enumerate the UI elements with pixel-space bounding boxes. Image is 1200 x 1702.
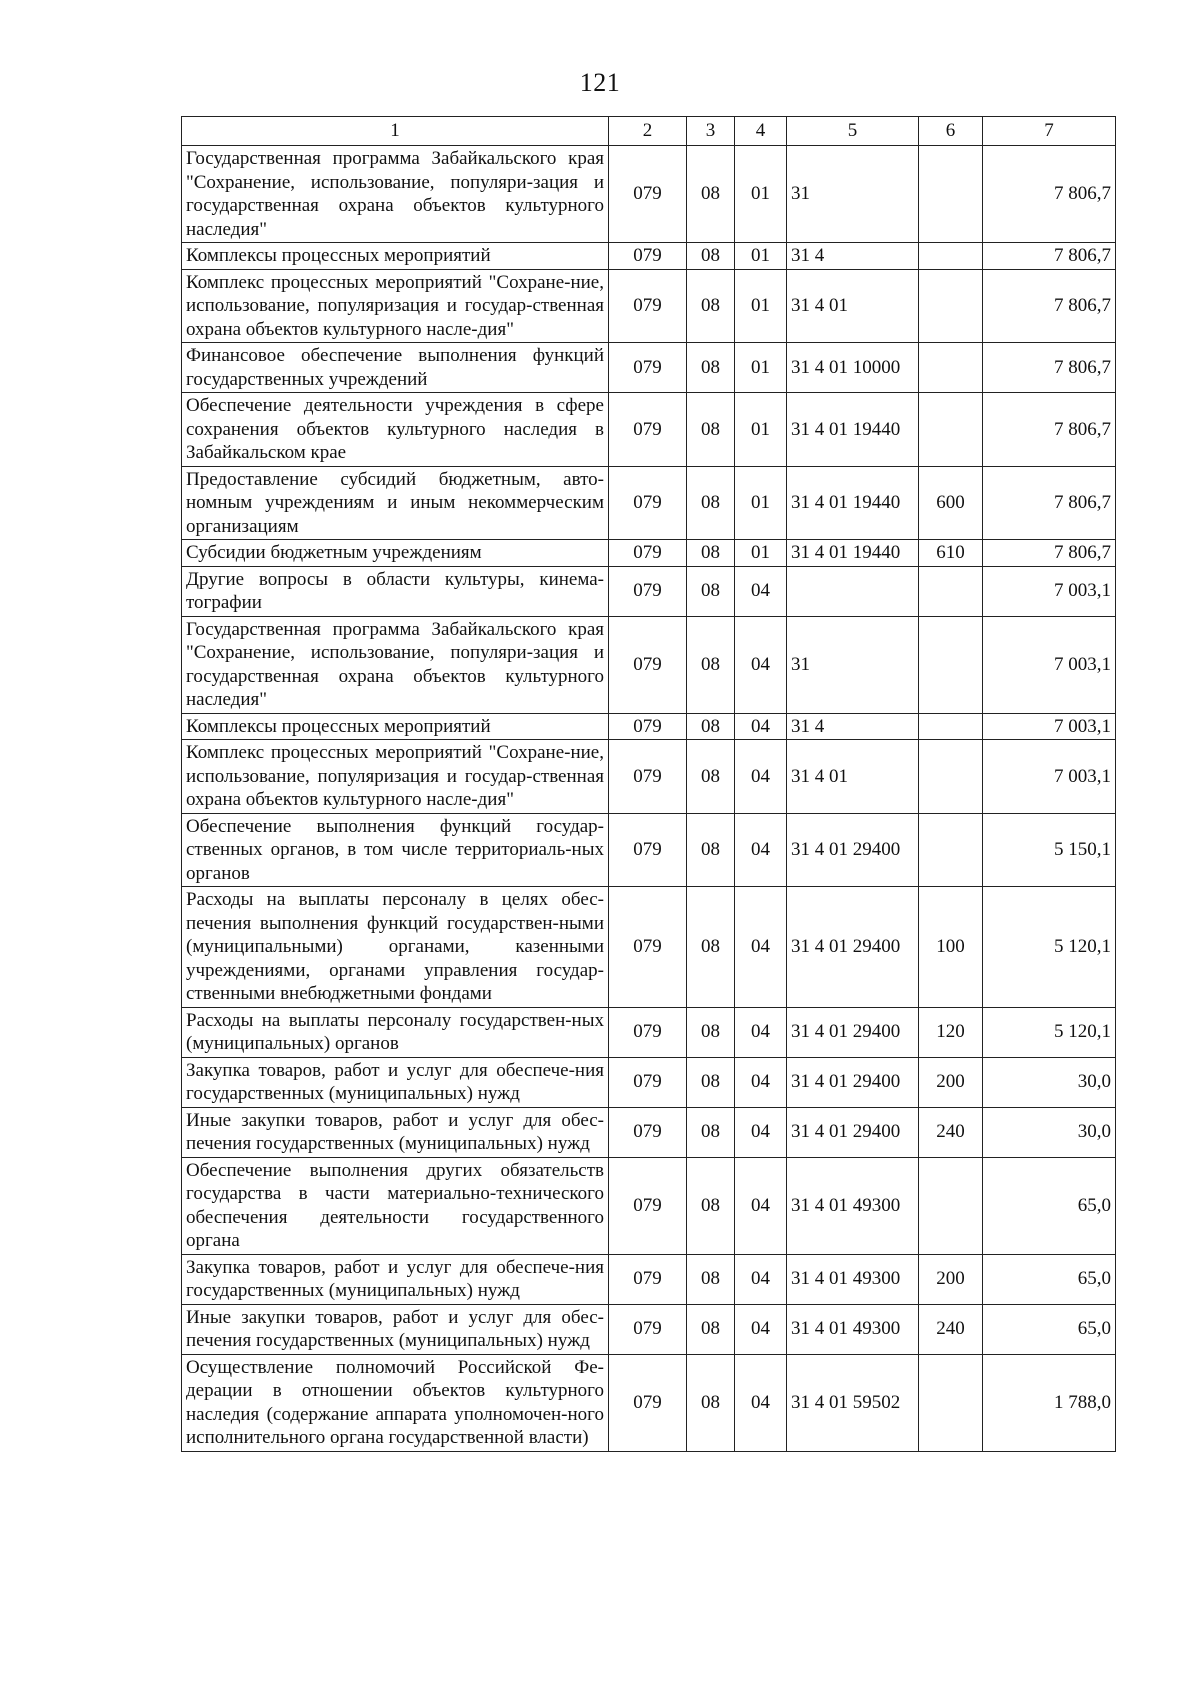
amount-cell: 7 003,1	[983, 740, 1116, 814]
amount-cell: 5 120,1	[983, 1007, 1116, 1057]
table-row	[182, 713, 1116, 740]
target-article-cell: 31 4 01	[787, 269, 919, 343]
target-article-cell: 31 4 01 29400	[787, 1057, 919, 1107]
table-row	[182, 887, 1116, 1008]
section-code-cell: 08	[687, 1254, 735, 1304]
column-header: 4	[735, 117, 787, 146]
target-article-cell: 31 4 01 29400	[787, 813, 919, 887]
subsection-code-cell: 04	[735, 1354, 787, 1451]
ministry-code-cell: 079	[609, 740, 687, 814]
amount-cell: 7 806,7	[983, 146, 1116, 243]
ministry-code-cell: 079	[609, 146, 687, 243]
subsection-code-cell: 04	[735, 713, 787, 740]
expense-type-cell	[919, 713, 983, 740]
target-article-cell: 31 4 01 19440	[787, 393, 919, 467]
target-article-cell: 31 4 01 59502	[787, 1354, 919, 1451]
amount-cell: 65,0	[983, 1157, 1116, 1254]
expense-type-cell	[919, 393, 983, 467]
ministry-code-cell: 079	[609, 466, 687, 540]
expense-type-cell: 100	[919, 887, 983, 1008]
subsection-code-cell: 01	[735, 466, 787, 540]
table-row	[182, 740, 1116, 814]
ministry-code-cell: 079	[609, 540, 687, 567]
amount-cell: 7 806,7	[983, 540, 1116, 567]
table-row	[182, 566, 1116, 616]
table-row	[182, 466, 1116, 540]
expense-type-cell: 200	[919, 1254, 983, 1304]
expense-type-cell: 240	[919, 1107, 983, 1157]
subsection-code-cell: 04	[735, 740, 787, 814]
section-code-cell: 08	[687, 1157, 735, 1254]
subsection-code-cell: 04	[735, 1304, 787, 1354]
table-row	[182, 540, 1116, 567]
section-code-cell: 08	[687, 887, 735, 1008]
ministry-code-cell: 079	[609, 616, 687, 713]
subsection-code-cell: 01	[735, 393, 787, 467]
target-article-cell: 31 4 01 49300	[787, 1304, 919, 1354]
subsection-code-cell: 04	[735, 1007, 787, 1057]
ministry-code-cell: 079	[609, 1354, 687, 1451]
section-code-cell: 08	[687, 243, 735, 270]
target-article-cell: 31 4 01 10000	[787, 343, 919, 393]
section-code-cell: 08	[687, 1304, 735, 1354]
amount-cell: 7 806,7	[983, 466, 1116, 540]
row-name-cell: Комплекс процессных мероприятий "Сохране-ние, использование, популяризация и государ-ственная охрана объектов культурного насле-дия"	[182, 269, 609, 343]
section-code-cell: 08	[687, 343, 735, 393]
row-name-cell: Расходы на выплаты персоналу в целях обес-печения выполнения функций государствен-ными (муниципальными) органами, казенными учреждениями, органами управления государ-ственными внебюджетными фондами	[182, 887, 609, 1008]
expense-type-cell	[919, 1157, 983, 1254]
section-code-cell: 08	[687, 740, 735, 814]
target-article-cell: 31 4 01 29400	[787, 1107, 919, 1157]
expense-type-cell	[919, 740, 983, 814]
amount-cell: 30,0	[983, 1057, 1116, 1107]
table-row	[182, 1354, 1116, 1451]
expense-type-cell	[919, 343, 983, 393]
amount-cell: 7 003,1	[983, 713, 1116, 740]
expense-type-cell	[919, 616, 983, 713]
section-code-cell: 08	[687, 146, 735, 243]
row-name-cell: Иные закупки товаров, работ и услуг для обес-печения государственных (муниципальных) нужд	[182, 1304, 609, 1354]
row-name-cell: Государственная программа Забайкальского края "Сохранение, использование, популяри-зация и государственная охрана объектов культурного наследия"	[182, 146, 609, 243]
subsection-code-cell: 04	[735, 813, 787, 887]
ministry-code-cell: 079	[609, 343, 687, 393]
subsection-code-cell: 04	[735, 887, 787, 1008]
table-row	[182, 1057, 1116, 1107]
subsection-code-cell: 01	[735, 269, 787, 343]
ministry-code-cell: 079	[609, 243, 687, 270]
expense-type-cell: 240	[919, 1304, 983, 1354]
expense-type-cell: 200	[919, 1057, 983, 1107]
ministry-code-cell: 079	[609, 713, 687, 740]
column-header: 2	[609, 117, 687, 146]
amount-cell: 7 806,7	[983, 343, 1116, 393]
ministry-code-cell: 079	[609, 1254, 687, 1304]
target-article-cell	[787, 566, 919, 616]
row-name-cell: Комплексы процессных мероприятий	[182, 713, 609, 740]
amount-cell: 5 150,1	[983, 813, 1116, 887]
expense-type-cell: 120	[919, 1007, 983, 1057]
row-name-cell: Расходы на выплаты персоналу государствен-ных (муниципальных) органов	[182, 1007, 609, 1057]
expense-type-cell	[919, 146, 983, 243]
expense-type-cell	[919, 269, 983, 343]
row-name-cell: Субсидии бюджетным учреждениям	[182, 540, 609, 567]
column-header: 6	[919, 117, 983, 146]
target-article-cell: 31 4 01 29400	[787, 1007, 919, 1057]
table-row	[182, 1304, 1116, 1354]
target-article-cell: 31 4 01 49300	[787, 1254, 919, 1304]
amount-cell: 1 788,0	[983, 1354, 1116, 1451]
ministry-code-cell: 079	[609, 1157, 687, 1254]
target-article-cell: 31	[787, 616, 919, 713]
row-name-cell: Комплекс процессных мероприятий "Сохране-ние, использование, популяризация и государ-ственная охрана объектов культурного насле-дия"	[182, 740, 609, 814]
section-code-cell: 08	[687, 393, 735, 467]
row-name-cell: Иные закупки товаров, работ и услуг для обес-печения государственных (муниципальных) нужд	[182, 1107, 609, 1157]
row-name-cell: Другие вопросы в области культуры, кинема-тографии	[182, 566, 609, 616]
ministry-code-cell: 079	[609, 887, 687, 1008]
section-code-cell: 08	[687, 566, 735, 616]
target-article-cell: 31 4 01	[787, 740, 919, 814]
row-name-cell: Обеспечение деятельности учреждения в сфере сохранения объектов культурного наследия в Забайкальском крае	[182, 393, 609, 467]
subsection-code-cell: 01	[735, 343, 787, 393]
row-name-cell: Предоставление субсидий бюджетным, авто-номным учреждениям и иным некоммерческим организациям	[182, 466, 609, 540]
amount-cell: 7 806,7	[983, 269, 1116, 343]
section-code-cell: 08	[687, 1007, 735, 1057]
section-code-cell: 08	[687, 1107, 735, 1157]
expense-type-cell	[919, 243, 983, 270]
target-article-cell: 31 4	[787, 713, 919, 740]
amount-cell: 65,0	[983, 1254, 1116, 1304]
section-code-cell: 08	[687, 813, 735, 887]
budget-table	[181, 116, 1116, 1452]
ministry-code-cell: 079	[609, 813, 687, 887]
section-code-cell: 08	[687, 713, 735, 740]
row-name-cell: Закупка товаров, работ и услуг для обеспече-ния государственных (муниципальных) нужд	[182, 1057, 609, 1107]
section-code-cell: 08	[687, 616, 735, 713]
target-article-cell: 31 4 01 19440	[787, 540, 919, 567]
subsection-code-cell: 01	[735, 243, 787, 270]
section-code-cell: 08	[687, 466, 735, 540]
amount-cell: 7 806,7	[983, 243, 1116, 270]
amount-cell: 65,0	[983, 1304, 1116, 1354]
target-article-cell: 31	[787, 146, 919, 243]
row-name-cell: Обеспечение выполнения других обязательств государства в части материально-технического обеспечения деятельности государственного органа	[182, 1157, 609, 1254]
ministry-code-cell: 079	[609, 1007, 687, 1057]
column-header: 5	[787, 117, 919, 146]
expense-type-cell	[919, 813, 983, 887]
expense-type-cell: 610	[919, 540, 983, 567]
subsection-code-cell: 01	[735, 540, 787, 567]
expense-type-cell	[919, 566, 983, 616]
row-name-cell: Государственная программа Забайкальского края "Сохранение, использование, популяри-зация и государственная охрана объектов культурного наследия"	[182, 616, 609, 713]
table-header-row	[182, 117, 1116, 146]
section-code-cell: 08	[687, 1057, 735, 1107]
table-row	[182, 1007, 1116, 1057]
row-name-cell: Обеспечение выполнения функций государ-ственных органов, в том числе территориаль-ных органов	[182, 813, 609, 887]
expense-type-cell	[919, 1354, 983, 1451]
target-article-cell: 31 4 01 49300	[787, 1157, 919, 1254]
target-article-cell: 31 4 01 29400	[787, 887, 919, 1008]
subsection-code-cell: 04	[735, 1157, 787, 1254]
row-name-cell: Финансовое обеспечение выполнения функций государственных учреждений	[182, 343, 609, 393]
table-row	[182, 243, 1116, 270]
section-code-cell: 08	[687, 540, 735, 567]
target-article-cell: 31 4 01 19440	[787, 466, 919, 540]
ministry-code-cell: 079	[609, 1057, 687, 1107]
ministry-code-cell: 079	[609, 1107, 687, 1157]
amount-cell: 7 806,7	[983, 393, 1116, 467]
subsection-code-cell: 04	[735, 1057, 787, 1107]
table-row	[182, 813, 1116, 887]
amount-cell: 30,0	[983, 1107, 1116, 1157]
ministry-code-cell: 079	[609, 1304, 687, 1354]
table-row	[182, 146, 1116, 243]
table-row	[182, 616, 1116, 713]
page-number: 121	[579, 68, 621, 97]
subsection-code-cell: 01	[735, 146, 787, 243]
amount-cell: 7 003,1	[983, 566, 1116, 616]
table-row	[182, 269, 1116, 343]
section-code-cell: 08	[687, 269, 735, 343]
amount-cell: 7 003,1	[983, 616, 1116, 713]
row-name-cell: Закупка товаров, работ и услуг для обеспече-ния государственных (муниципальных) нужд	[182, 1254, 609, 1304]
subsection-code-cell: 04	[735, 566, 787, 616]
column-header: 3	[687, 117, 735, 146]
row-name-cell: Комплексы процессных мероприятий	[182, 243, 609, 270]
ministry-code-cell: 079	[609, 393, 687, 467]
column-header: 7	[983, 117, 1116, 146]
subsection-code-cell: 04	[735, 1107, 787, 1157]
table-row	[182, 1254, 1116, 1304]
table-row	[182, 393, 1116, 467]
target-article-cell: 31 4	[787, 243, 919, 270]
expense-type-cell: 600	[919, 466, 983, 540]
subsection-code-cell: 04	[735, 616, 787, 713]
column-header: 1	[182, 117, 609, 146]
table-row	[182, 1107, 1116, 1157]
subsection-code-cell: 04	[735, 1254, 787, 1304]
section-code-cell: 08	[687, 1354, 735, 1451]
row-name-cell: Осуществление полномочий Российской Фе-дерации в отношении объектов культурного наследия (содержание аппарата уполномочен-ного исполнительного органа государственной власти)	[182, 1354, 609, 1451]
ministry-code-cell: 079	[609, 269, 687, 343]
table-row	[182, 343, 1116, 393]
amount-cell: 5 120,1	[983, 887, 1116, 1008]
ministry-code-cell: 079	[609, 566, 687, 616]
table-row	[182, 1157, 1116, 1254]
